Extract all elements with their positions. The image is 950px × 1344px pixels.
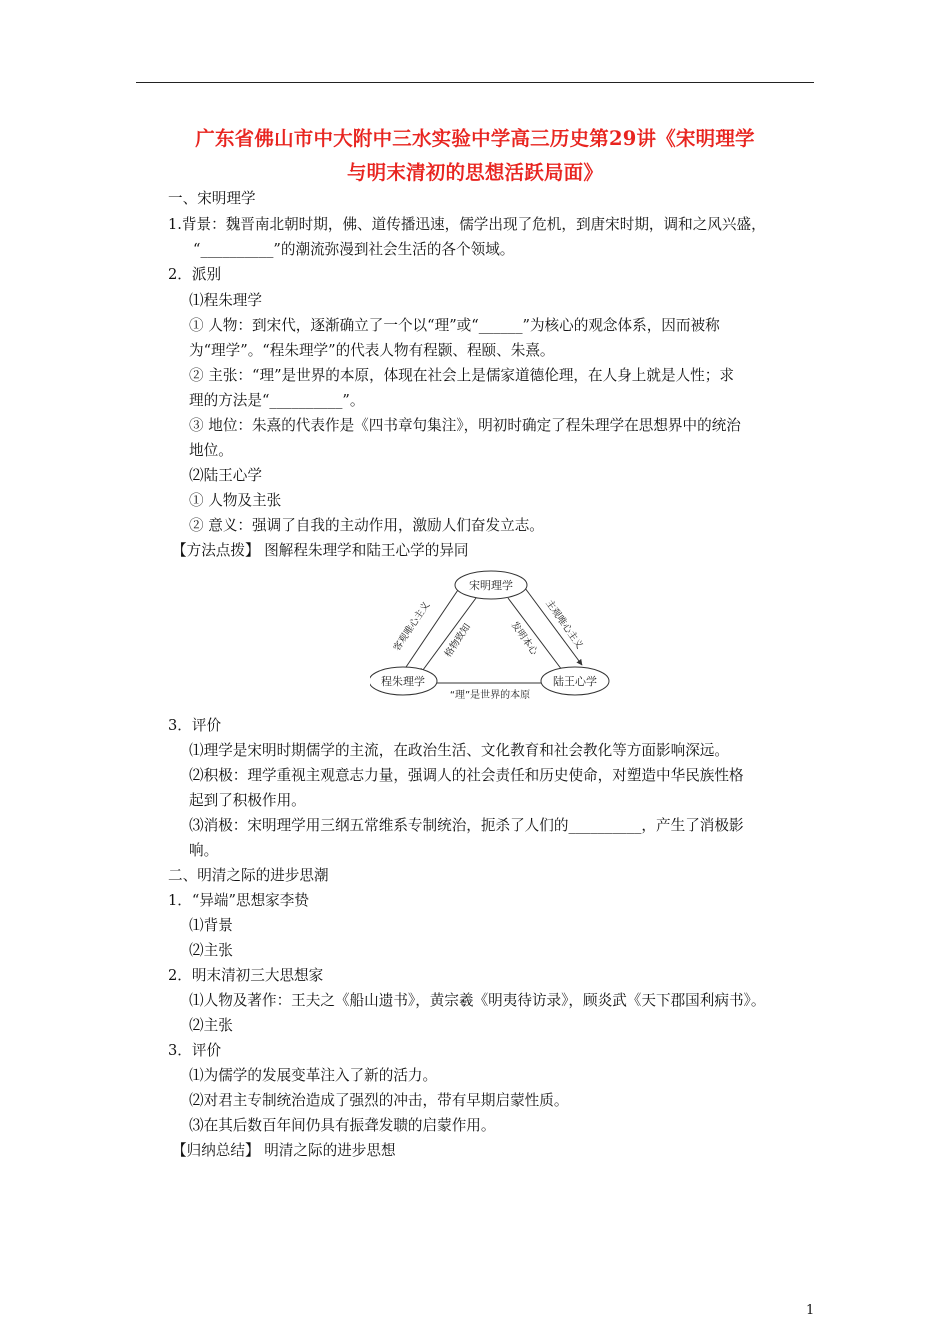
list-item: ⑴背景	[189, 917, 233, 934]
node-right-label: 陆王心学	[553, 675, 597, 688]
node-top-label: 宋明理学	[469, 579, 513, 592]
list-item: ⑵主张	[189, 1017, 233, 1034]
paragraph-line: 为“理学”。“程朱理学”的代表人物有程颢、程颐、朱熹。	[189, 342, 555, 359]
right-outer-label: 主观唯心主义	[543, 598, 585, 652]
list-item: ⑵主张	[189, 942, 233, 959]
paragraph-line: “__________”的潮流弥漫到社会生活的各个领域。	[193, 241, 515, 258]
paragraph-line: ⑵对君主专制统治造成了强烈的冲击，带有早期启蒙性质。	[189, 1092, 569, 1109]
left-inner-label: 格物致知	[442, 621, 474, 660]
list-item: ① 人物及主张	[189, 492, 282, 509]
paragraph-line: ⑴人物及著作：王夫之《船山遗书》，黄宗羲《明夷待访录》，顾炎武《天下郡国利病书》。	[189, 992, 766, 1009]
section-heading: 一、宋明理学	[168, 190, 256, 207]
paragraph-line: 起到了积极作用。	[189, 792, 306, 809]
section-heading: 二、明清之际的进步思潮	[168, 867, 329, 884]
paragraph-line: ⑶消极：宋明理学用三纲五常维系专制统治，扼杀了人们的__________，产生了消极影	[189, 817, 744, 834]
list-item: ② 意义：强调了自我的主动作用，激励人们奋发立志。	[189, 517, 544, 534]
subsection-heading: 1．“异端”思想家李贽	[168, 892, 309, 909]
subsection-heading: 2．派别	[168, 266, 222, 283]
subsection-heading: 3．评价	[168, 717, 222, 734]
paragraph-line: 地位。	[189, 442, 233, 459]
paragraph-line: 响。	[189, 842, 219, 859]
paragraph-line: ⑴为儒学的发展变革注入了新的活力。	[189, 1067, 438, 1084]
subsection-heading: 3．评价	[168, 1042, 222, 1059]
page-number: 1	[806, 1303, 815, 1318]
comparison-diagram	[370, 568, 615, 708]
list-item: ⑵陆王心学	[189, 467, 262, 484]
paragraph-line: ⑴理学是宋明时期儒学的主流，在政治生活、文化教育和社会教化等方面影响深远。	[189, 742, 729, 759]
paragraph-line: ⑵积极：理学重视主观意志力量，强调人的社会责任和历史使命，对塑造中华民族性格	[189, 767, 744, 784]
paragraph-line: 理的方法是“__________”。	[189, 392, 365, 409]
paragraph-line: ⑶在其后数百年间仍具有振聋发聩的启蒙作用。	[189, 1117, 496, 1134]
base-label: “理”是世界的本原	[449, 690, 531, 701]
list-item: ⑴程朱理学	[189, 292, 262, 309]
paragraph-line: ① 人物：到宋代，逐渐确立了一个以“理”或“______”为核心的观念体系，因而被称	[189, 317, 720, 334]
header-rule	[136, 82, 814, 83]
paragraph-line: ② 主张：“理”是世界的本原，体现在社会上是儒家道德伦理，在人身上就是人性；求	[189, 367, 734, 384]
left-outer-label: 客观唯心主义	[391, 599, 433, 654]
document-title-line-2: 与明末清初的思想活跃局面》	[346, 161, 604, 184]
paragraph-line: 1.背景：魏晋南北朝时期，佛、道传播迅速，儒学出现了危机，到唐宋时期，调和之风兴盛，	[168, 216, 766, 233]
right-inner-label: 发明本心	[508, 619, 540, 658]
node-left-label: 程朱理学	[381, 675, 425, 688]
summary-note: 【归纳总结】 明清之际的进步思想	[172, 1142, 396, 1159]
method-note: 【方法点拨】 图解程朱理学和陆王心学的异同	[172, 542, 469, 559]
paragraph-line: ③ 地位：朱熹的代表作是《四书章句集注》，明初时确定了程朱理学在思想界中的统治	[189, 417, 741, 434]
subsection-heading: 2．明末清初三大思想家	[168, 967, 324, 984]
document-title-line-1: 广东省佛山市中大附中三水实验中学高三历史第29讲《宋明理学	[195, 127, 755, 150]
